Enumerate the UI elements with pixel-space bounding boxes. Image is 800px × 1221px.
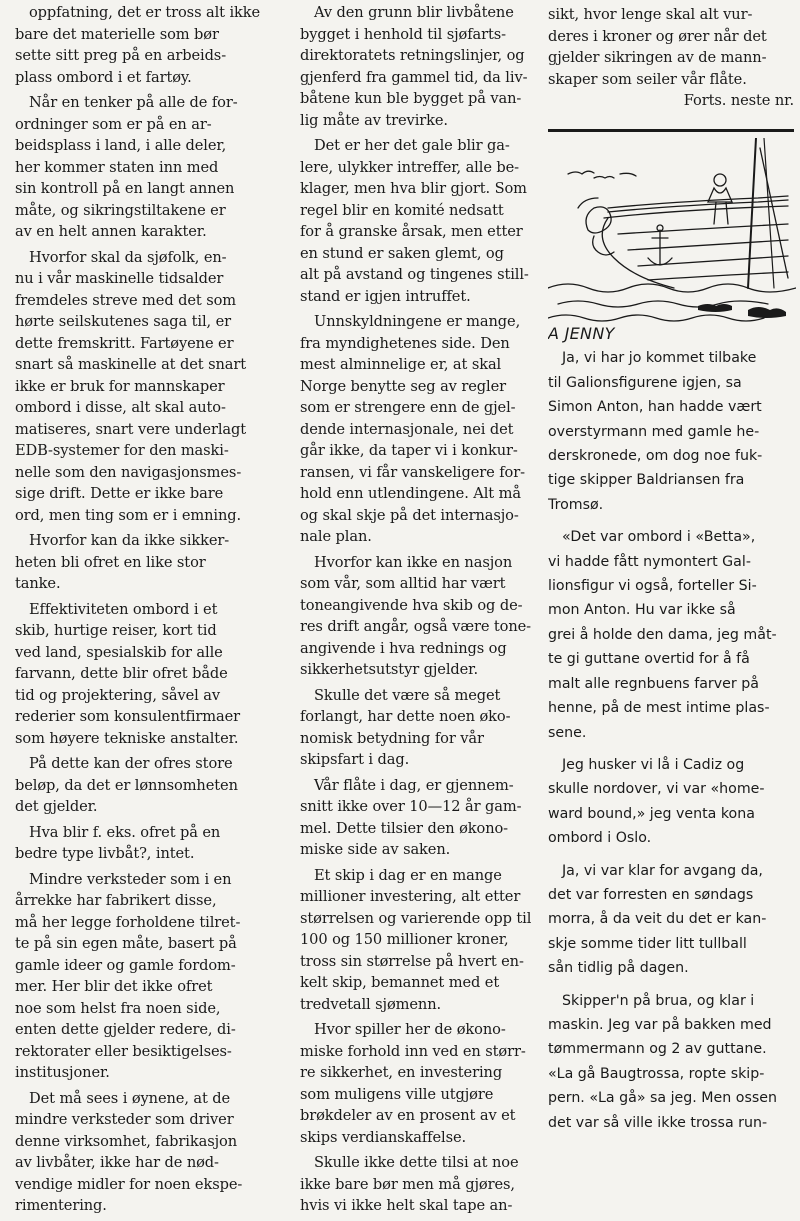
text-line: sikkerhetsutstyr gjelder. <box>300 661 478 678</box>
paragraph <box>15 753 277 818</box>
text-line: plass ombord i et fartøy. <box>15 68 192 86</box>
text-line: rektorater eller besiktigelses- <box>15 1042 232 1060</box>
text-line: regel blir en komité nedsatt <box>300 201 504 219</box>
text-line: må her legge forholdene tilret- <box>15 913 241 931</box>
text-line: dette fremskritt. Fartøyene er <box>15 334 234 352</box>
text-line: sikt, hvor lenge skal alt vur- <box>548 6 753 23</box>
paragraph <box>300 865 534 1016</box>
text-line: gjelder sikringen av de mann- <box>548 49 767 66</box>
text-line: tross sin størrelse på hvert en- <box>300 952 524 970</box>
paragraph <box>15 2 277 88</box>
text-line: som vår, som alltid har vært <box>300 575 506 592</box>
text-line: klager, men hva blir gjort. Som <box>300 180 527 197</box>
text-line: ombord i disse, alt skal auto- <box>15 399 226 416</box>
text-line: ikke er bruk for mannskaper <box>15 377 225 395</box>
text-line: det var så ville ikke trossa run- <box>548 1114 768 1131</box>
text-line: te gi guttane overtid for å få <box>548 651 750 668</box>
paragraph <box>548 859 794 981</box>
text-line: sette sitt preg på en arbeids- <box>15 47 227 64</box>
text-line: Norge benytte seg av regler <box>300 377 507 395</box>
text-line: tømmermann og 2 av guttane. <box>548 1041 767 1058</box>
text-line: av en helt annen karakter. <box>15 223 207 240</box>
text-line: gjenferd fra gammel tid, da liv- <box>300 68 528 86</box>
text-line: årrekke har fabrikert disse, <box>15 892 217 909</box>
text-line: grei å holde den dama, jeg måt- <box>548 626 777 643</box>
text-line: farvann, dette blir ofret både <box>15 665 228 682</box>
text-line: rimentering. <box>15 1197 107 1214</box>
paragraph <box>300 552 534 681</box>
text-line: ward bound,» jeg venta kona <box>548 805 755 822</box>
article-column-1 <box>15 2 277 1221</box>
text-line: Det må sees i øynene, at de <box>29 1089 231 1107</box>
text-line: mest alminnelige er, at skal <box>300 356 502 373</box>
text-line: størrelsen og varierende opp til <box>300 909 532 927</box>
text-line: derskronede, om dog noe fuk- <box>548 448 763 465</box>
text-line: Effektiviteten ombord i et <box>29 600 218 618</box>
text-line: «Det var ombord i «Betta», <box>562 529 756 546</box>
text-line: en stund er saken glemt, og <box>300 244 504 262</box>
story-jenny <box>548 322 794 1143</box>
text-line: lionsfigur vi også, forteller Si- <box>548 578 757 595</box>
paragraph <box>15 530 277 595</box>
text-line: 100 og 150 millioner kroner, <box>300 931 509 948</box>
text-line: mer. Her blir det ikke ofret <box>15 978 213 995</box>
text-line: malt alle regnbuens farver på <box>548 675 759 692</box>
paragraph <box>15 247 277 527</box>
text-line: av livbåter, ikke har de nød- <box>15 1154 219 1171</box>
text-line: forlangt, har dette noen øko- <box>300 708 511 725</box>
text-line: sin kontroll på en langt annen <box>15 180 235 197</box>
text-line: EDB-systemer for den maski- <box>15 442 229 459</box>
article-column-3 <box>548 4 794 112</box>
text-line: skulle nordover, vi var «home- <box>548 781 765 798</box>
text-line: millioner investering, alt etter <box>300 888 521 905</box>
text-line: mindre verksteder som driver <box>15 1111 234 1128</box>
story-title: A JENNY <box>548 324 615 343</box>
text-line: Av den grunn blir livbåtene <box>314 4 514 21</box>
text-line: fremdeles streve med det som <box>15 291 237 309</box>
text-line: ombord i Oslo. <box>548 830 652 847</box>
text-line: Hvorfor kan da ikke sikker- <box>29 532 230 549</box>
text-line: ikke bare bør men må gjøres, <box>300 1175 515 1193</box>
text-line: Hvor spiller her de økono- <box>314 1021 506 1038</box>
paragraph <box>300 311 534 548</box>
text-line: det var forresten en søndags <box>548 886 754 903</box>
text-line: angivende i hva rednings og <box>300 639 507 657</box>
text-line: Unnskyldningene er mange, <box>314 313 521 330</box>
text-line: hvis vi ikke helt skal tape an- <box>300 1197 513 1214</box>
paragraph <box>300 1019 534 1148</box>
text-line: som er strengere enn de gjel- <box>300 399 516 416</box>
text-line: og skal skje på det internasjo- <box>300 506 519 524</box>
paragraph <box>300 2 534 131</box>
text-line: noe som helst fra noen side, <box>15 999 221 1017</box>
text-line: miske forhold inn ved en størr- <box>300 1042 526 1060</box>
text-line: gamle ideer og gamle fordom- <box>15 956 236 974</box>
text-line: tige skipper Baldriansen fra <box>548 472 745 489</box>
seagull-icon <box>620 173 636 176</box>
text-line: mel. Dette tilsier den økono- <box>300 819 509 837</box>
text-line: På dette kan der ofres store <box>29 755 233 772</box>
text-line: stand er igjen intruffet. <box>300 287 471 305</box>
text-line: Ja, vi har jo kommet tilbake <box>562 350 757 367</box>
text-line: Ja, vi var klar for avgang da, <box>562 862 763 879</box>
text-line: Skipper'n på brua, og klar i <box>562 992 755 1009</box>
text-line: heten bli ofret en like stor <box>15 553 206 571</box>
text-line: måte, og sikringstiltakene er <box>15 201 226 219</box>
text-line: båtene kun ble bygget på van- <box>300 90 522 107</box>
text-line: Mindre verksteder som i en <box>29 870 232 888</box>
text-line: nale plan. <box>300 528 372 545</box>
text-line: bare det materielle som bør <box>15 25 219 43</box>
paragraph <box>548 346 794 517</box>
seagull-icon <box>594 177 614 179</box>
text-line: Når en tenker på alle de for- <box>29 94 238 111</box>
text-line: hold enn utlendingene. Alt må <box>300 485 521 502</box>
paragraph <box>15 599 277 750</box>
text-line: Tromsø. <box>548 496 604 513</box>
text-line: skipsfart i dag. <box>300 751 410 768</box>
text-line: det gjelder. <box>15 798 98 815</box>
text-line: Skulle det være så meget <box>314 686 501 704</box>
text-line: maskin. Jeg var på bakken med <box>548 1016 772 1033</box>
text-line: morra, å da veit du det er kan- <box>548 911 767 928</box>
text-line: som muligens ville utgjøre <box>300 1085 494 1103</box>
continued-note: Forts. neste nr. <box>683 92 794 109</box>
text-line: miske side av saken. <box>300 841 451 858</box>
text-line: henne, på de mest intime plas- <box>548 700 770 717</box>
text-line: hørte seilskutenes saga til, er <box>15 313 232 330</box>
text-line: skib, hurtige reiser, kort tid <box>15 622 217 639</box>
ship-figurehead-illustration <box>548 138 796 324</box>
text-line: oppfatning, det er tross alt ikke <box>29 4 261 21</box>
text-line: sån tidlig på dagen. <box>548 960 689 977</box>
text-line: Det er her det gale blir ga- <box>314 137 510 154</box>
text-line: lig måte av trevirke. <box>300 111 448 129</box>
text-line: toneangivende hva skib og de- <box>300 596 523 614</box>
text-line: lere, ulykker intreffer, alle be- <box>300 158 519 176</box>
text-line: alt på avstand og tingenes still- <box>300 266 529 283</box>
text-line: ransen, vi får vanskeligere for- <box>300 463 525 481</box>
text-line: nelle som den navigasjonsmes- <box>15 463 242 481</box>
text-line: tredvetall sjømenn. <box>300 995 442 1013</box>
text-line: nu i vår maskinelle tidsalder <box>15 270 224 287</box>
text-line: sige drift. Dette er ikke bare <box>15 485 224 502</box>
text-line: re sikkerhet, en investering <box>300 1064 503 1081</box>
text-line: snitt ikke over 10—12 år gam- <box>300 798 522 815</box>
text-line: går ikke, da taper vi i konkur- <box>300 442 518 459</box>
text-line: fra myndighetenes side. Den <box>300 334 510 352</box>
text-line: Hvorfor kan ikke en nasjon <box>314 553 513 571</box>
text-line: Skulle ikke dette tilsi at noe <box>314 1154 519 1171</box>
text-line: vendige midler for noen ekspe- <box>15 1175 243 1193</box>
text-line: bedre type livbåt?, intet. <box>15 845 195 862</box>
text-line: beidsplass i land, i alle deler, <box>15 137 227 154</box>
text-line: bygget i henhold til sjøfarts- <box>300 25 506 43</box>
text-line: nomisk betydning for vår <box>300 729 484 747</box>
paragraph <box>300 685 534 771</box>
text-line: tanke. <box>15 575 61 592</box>
paragraph <box>15 869 277 1084</box>
text-line: Et skip i dag er en mange <box>314 866 502 884</box>
text-line: vi hadde fått nymontert Gal- <box>548 553 751 570</box>
text-line: deres i kroner og ører når det <box>548 27 767 45</box>
text-line: skips verdianskaffelse. <box>300 1128 467 1146</box>
text-line: ved land, spesialskib for alle <box>15 643 223 661</box>
text-line: snart så maskinelle at det snart <box>15 356 246 373</box>
text-line: Simon Anton, han hadde vært <box>548 399 762 416</box>
text-line: direktoratets retningslinjer, og <box>300 47 525 64</box>
paragraph <box>300 775 534 861</box>
text-line: ordninger som er på en ar- <box>15 115 212 133</box>
paragraph <box>300 135 534 307</box>
text-line: Vår flåte i dag, er gjennem- <box>314 776 514 794</box>
text-line: Jeg husker vi lå i Cadiz og <box>562 756 745 773</box>
text-line: skje somme tider litt tullball <box>548 935 747 952</box>
text-line: dende internasjonale, nei det <box>300 420 514 438</box>
text-line: denne virksomhet, fabrikasjon <box>15 1132 238 1150</box>
article-ending <box>548 4 794 90</box>
article-column-2 <box>300 2 534 1221</box>
text-line: overstyrmann med gamle he- <box>548 423 760 440</box>
text-line: for å granske årsak, men etter <box>300 223 523 240</box>
text-line: tid og projektering, såvel av <box>15 686 220 704</box>
seagull-icon <box>568 171 594 174</box>
text-line: beløp, da det er lønnsomheten <box>15 776 238 794</box>
text-line: her kommer staten inn med <box>15 158 219 176</box>
text-line: pern. «La gå» sa jeg. Men ossen <box>548 1090 777 1107</box>
text-line: institusjoner. <box>15 1064 110 1081</box>
text-line: sene. <box>548 724 587 741</box>
text-line: mon Anton. Hu var ikke så <box>548 602 736 619</box>
text-line: ord, men ting som er i emning. <box>15 506 242 524</box>
text-line: «La gå Baugtrossa, ropte skip- <box>548 1065 765 1082</box>
text-line: rederier som konsulentfirmaer <box>15 708 241 725</box>
paragraph <box>15 92 277 243</box>
text-line: til Galionsfigurene igjen, sa <box>548 374 742 391</box>
paragraph <box>548 753 794 851</box>
text-line: brøkdeler av en prosent av et <box>300 1107 516 1124</box>
story-body <box>548 346 794 1135</box>
text-line: Hvorfor skal da sjøfolk, en- <box>29 248 227 266</box>
section-divider <box>548 129 794 132</box>
paragraph <box>548 989 794 1135</box>
text-line: kelt skip, bemannet med et <box>300 974 500 991</box>
text-line: matiseres, snart vere underlagt <box>15 420 247 438</box>
paragraph <box>300 1152 534 1217</box>
paragraph <box>15 1088 277 1217</box>
text-line: Hva blir f. eks. ofret på en <box>29 823 221 841</box>
text-line: res drift angår, også være tone- <box>300 618 532 635</box>
paragraph <box>15 822 277 865</box>
text-line: te på sin egen måte, basert på <box>15 935 237 952</box>
text-line: skaper som seiler vår flåte. <box>548 70 747 88</box>
paragraph <box>548 525 794 745</box>
text-line: enten dette gjelder redere, di- <box>15 1021 236 1038</box>
text-line: som høyere tekniske anstalter. <box>15 729 239 747</box>
